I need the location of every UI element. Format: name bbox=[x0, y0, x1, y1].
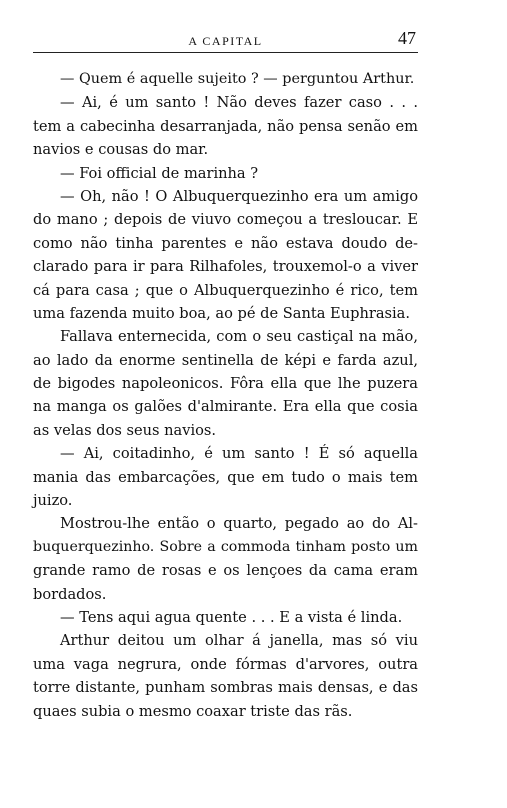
running-header bbox=[33, 26, 418, 53]
text-line: uma vaga negrura, onde fórmas d'arvores, outra bbox=[33, 655, 418, 673]
running-title: A CAPITAL bbox=[188, 34, 263, 48]
text-line: quaes subia o mesmo coaxar triste das rãs. bbox=[33, 702, 353, 720]
text-line: torre distante, punham sombras mais densas, e das bbox=[33, 679, 418, 697]
text-line: as velas dos seus navios. bbox=[33, 421, 217, 439]
text-line: juizo. bbox=[33, 492, 73, 510]
text-line: — Quem é aquelle sujeito ? — perguntou Arthur. bbox=[60, 71, 415, 87]
text-line: — Foi official de marinha ? bbox=[60, 164, 259, 182]
text-line: Mostrou-lhe então o quarto, pegado ao do Al- bbox=[60, 515, 418, 533]
text-line: bordados. bbox=[33, 585, 107, 603]
text-line: na manga os galões d'almirante. Era ella que cosia bbox=[33, 398, 418, 416]
text-line: ao lado da enorme sentinella de képi e farda azul, bbox=[33, 351, 418, 369]
text-line: de bigodes napoleonicos. Fôra ella que lhe puzera bbox=[33, 375, 418, 393]
text-line: Arthur deitou um olhar á janella, mas só viu bbox=[60, 632, 418, 650]
text-line: — Oh, não ! O Albuquerquezinho era um amigo bbox=[60, 187, 418, 205]
text-line: cá para casa ; que o Albuquerquezinho é rico, tem bbox=[33, 281, 418, 299]
text-line: uma fazenda muito boa, ao pé de Santa Euphrasia. bbox=[33, 304, 411, 322]
text-line: navios e cousas do mar. bbox=[33, 141, 209, 159]
text-line: — Ai, é um santo ! Não deves fazer caso . . . bbox=[60, 94, 418, 112]
text-line: grande ramo de rosas e os lençoes da cama eram bbox=[33, 562, 418, 580]
text-line: mania das embarcações, que em tudo o mais tem bbox=[33, 468, 418, 486]
text-line: buquerquezinho. Sobre a commoda tinham posto um bbox=[33, 538, 418, 555]
text-line: — Ai, coitadinho, é um santo ! É só aquella bbox=[60, 445, 418, 463]
text-line: clarado para ir para Rilhafoles, trouxemol-o a viver bbox=[33, 258, 418, 276]
text-line: tem a cabecinha desarranjada, não pensa senão em bbox=[33, 117, 418, 135]
body-text bbox=[33, 68, 418, 723]
text-line: — Tens aqui agua quente . . . E a vista é linda. bbox=[60, 608, 403, 626]
text-line: como não tinha parentes e não estava doudo de- bbox=[33, 234, 418, 252]
text-line: do mano ; depois de viuvo começou a tresloucar. E bbox=[33, 211, 418, 229]
page-number: 47 bbox=[398, 28, 416, 48]
text-line: Fallava enternecida, com o seu castiçal na mão, bbox=[60, 328, 418, 346]
